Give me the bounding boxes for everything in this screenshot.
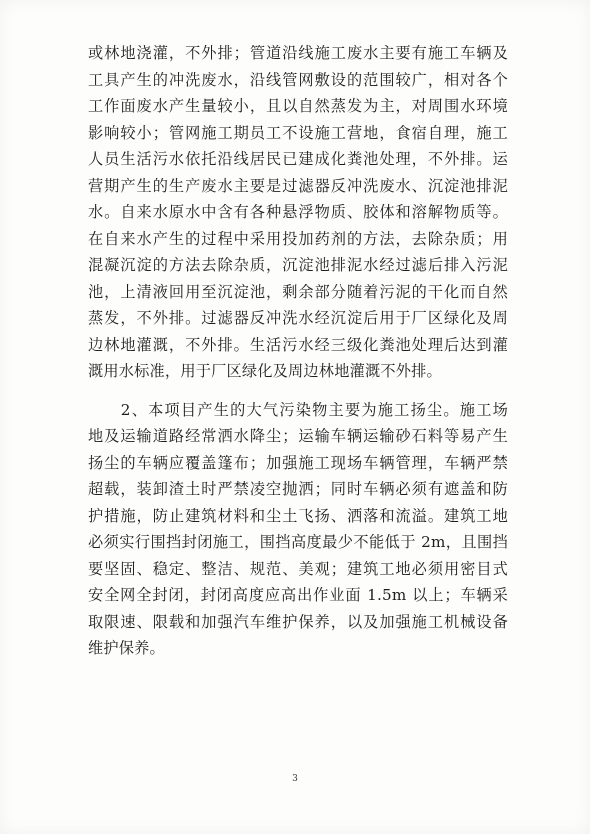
paragraph-1 [88, 40, 508, 385]
text-line: 超载，装卸渣土时严禁凌空抛洒；同时车辆必须有遮盖和防 [88, 480, 508, 498]
text-line: 蒸发，不外排。过滤器反冲洗水经沉淀后用于厂区绿化及周 [88, 309, 508, 327]
text-line: 或林地浇灌，不外排；管道沿线施工废水主要有施工车辆及 [88, 44, 508, 62]
text-line: 在自来水产生的过程中采用投加药剂的方法，去除杂质；用 [88, 229, 508, 248]
body-text [88, 40, 508, 662]
text-line: 溉用水标准，用于厂区绿化及周边林地灌溉不外排。 [88, 362, 442, 380]
text-line: 工作面废水产生量较小，且以自然蒸发为主，对周围水环境 [88, 97, 508, 115]
text-line: 水。自来水原水中含有各种悬浮物质、胶体和溶解物质等。 [88, 203, 508, 221]
text-line: 维护保养。 [88, 639, 165, 657]
text-line: 扬尘的车辆应覆盖篷布；加强施工现场车辆管理，车辆严禁 [88, 453, 508, 472]
page-number: 3 [292, 774, 298, 784]
text-line: 取限速、限载和加强汽车维护保养，以及加强施工机械设备 [88, 612, 508, 631]
text-line: 安全网全封闭，封闭高度应高出作业面 1.5m 以上；车辆采 [88, 586, 508, 604]
text-line: 营期产生的生产废水主要是过滤器反冲洗废水、沉淀池排泥 [88, 176, 508, 195]
paragraph-2 [88, 397, 508, 662]
text-line: 2、本项目产生的大气污染物主要为施工扬尘。施工场 [88, 400, 508, 419]
text-line: 必须实行围挡封闭施工，围挡高度最少不能低于 2m，且围挡 [88, 533, 508, 551]
text-line: 边林地灌溉，不外排。生活污水经三级化粪池处理后达到灌 [88, 335, 508, 354]
text-line: 混凝沉淀的方法去除杂质，沉淀池排泥水经过滤后排入污泥 [88, 256, 508, 274]
text-line: 地及运输道路经常洒水降尘；运输车辆运输砂石料等易产生 [88, 427, 508, 445]
text-line: 影响较小；管网施工期员工不设施工营地，食宿自理，施工 [88, 123, 508, 142]
paragraph-gap [88, 385, 508, 397]
text-line: 护措施，防止建筑材料和尘土飞扬、洒落和流溢。建筑工地 [88, 506, 508, 525]
text-line: 人员生活污水依托沿线居民已建成化粪池处理，不外排。运 [88, 150, 508, 168]
text-line: 工具产生的冲洗废水，沿线管网敷设的范围较广，相对各个 [88, 70, 508, 89]
text-line: 池，上清液回用至沉淀池，剩余部分随着污泥的干化而自然 [88, 282, 508, 301]
text-line: 要坚固、稳定、整洁、规范、美观；建筑工地必须用密目式 [88, 559, 508, 578]
